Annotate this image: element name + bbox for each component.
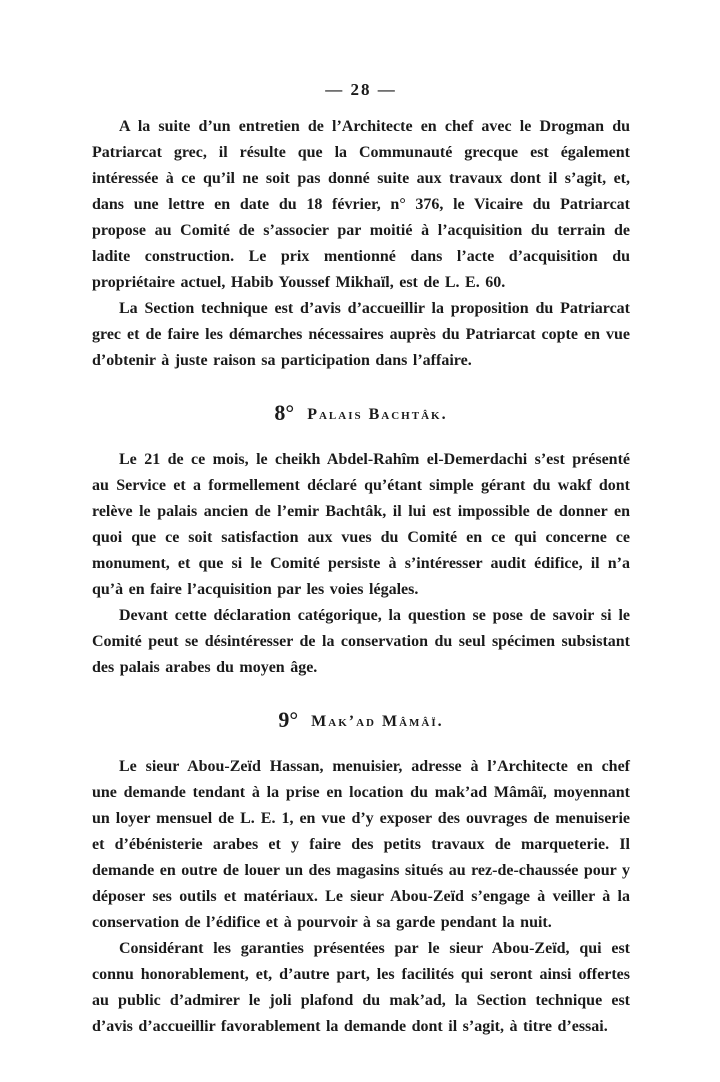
section-heading-palais-bachtak xyxy=(92,398,630,429)
section-heading-makad-mamai xyxy=(92,705,630,736)
paragraph-abou-zeid-demande: Le sieur Abou-Zeïd Hassan, menuisier, adresse à l’Architecte en chef une demande tendant à la prise en location du mak’ad Mâmâï, moyennant un loyer mensuel de L. E. 1, en vue d’y exposer des ouvrages de menuiserie et d’ébénisterie arabes et y faire des petits travaux de marqueterie. Il demande en outre de louer un des magasins situés au rez-de-chaussée pour y déposer ses outils et matériaux. Le sieur Abou-Zeïd s’engage à veiller à la conservation de l’édifice et à pourvoir à sa garde pendant la nuit. xyxy=(92,758,630,931)
page-number: — 28 — xyxy=(325,80,397,99)
paragraph-garanties-abou-zeid: Considérant les garanties présentées par le sieur Abou-Zeïd, qui est connu honorablement, et, d’autre part, les facilités qui seront ainsi offertes au public d’admirer le joli plafond du mak’ad, la Section technique est d’avis d’accueillir favorablement la demande dont il s’agit, à titre d’essai. xyxy=(92,940,630,1035)
section-number: 9° xyxy=(278,707,299,732)
paragraph-patriarcat-entretien: A la suite d’un entretien de l’Architecte en chef avec le Drogman du Patriarcat grec, il résulte que la Communauté grecque est également intéressée à ce qu’il ne soit pas donné suite aux travaux dont il s’agit, et, dans une lettre en date du 18 février, n° 376, le Vicaire du Patriarcat propose au Comité de s’associer par moitié à l’acquisition du terrain de ladite construction. Le prix mentionné dans l’acte d’acquisition du propriétaire actuel, Habib Youssef Mikhaïl, est de L. E. 60. xyxy=(92,118,630,291)
paragraph-cheikh-demerdachi: Le 21 de ce mois, le cheikh Abdel-Rahîm el-Demerdachi s’est présenté au Service et a formellement déclaré qu’étant simple gérant du wakf dont relève le palais ancien de l’emir Bachtâk, il lui est impossible de donner en quoi que ce soit satisfaction aux vues du Comité en ce qui concerne ce monument, et que si le Comité persiste à s’intéresser audit édifice, il n’a qu’à en faire l’acquisition par les voies légales. xyxy=(92,451,630,598)
section-title: Palais Bachtâk. xyxy=(307,406,448,423)
paragraph-declaration-categorique: Devant cette déclaration catégorique, la question se pose de savoir si le Comité peut se désintéresser de la conservation du seul spécimen subsistant des palais arabes du moyen âge. xyxy=(92,607,630,676)
paragraph-section-technique-avis: La Section technique est d’avis d’accueillir la proposition du Patriarcat grec et de faire les démarches nécessaires auprès du Patriarcat copte en vue d’obtenir à juste raison sa participation dans l’affaire. xyxy=(92,300,630,369)
section-title: Mak’ad Mâmâï. xyxy=(311,713,444,730)
section-number: 8° xyxy=(274,400,295,425)
